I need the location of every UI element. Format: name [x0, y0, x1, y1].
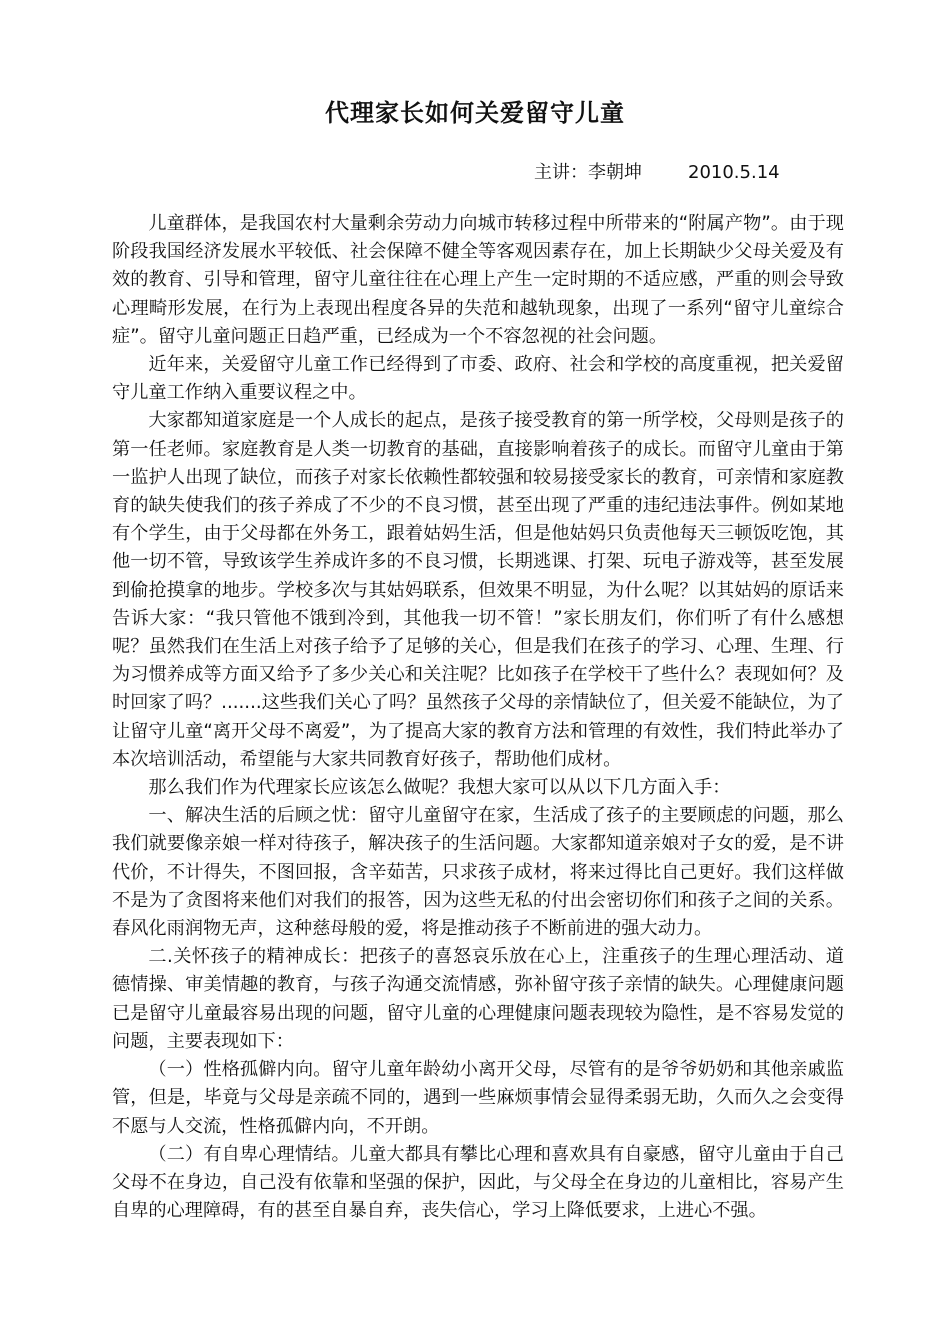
paragraph-how-to: 那么我们作为代理家长应该怎么做呢？我想大家可以从以下几方面入手：: [148, 777, 731, 799]
body-text: [112, 210, 844, 1225]
byline: [534, 160, 780, 186]
paragraph-item-one: （一）性格孤僻内向。留守儿童年龄幼小离开父母，尽管有的是爷爷奶奶和其他亲戚监管，但是，毕竟与父母是亲疏不同的，遇到一些麻烦事情会显得柔弱无助，久而久之会变得不愿与人交流，性格孤僻内向，不开朗。: [112, 1059, 844, 1137]
paragraph-recent-years: 近年来，关爱留守儿童工作已经得到了市委、政府、社会和学校的高度重视，把关爱留守儿童工作纳入重要议程之中。: [112, 354, 844, 404]
paragraph-intro: 儿童群体，是我国农村大量剩余劳动力向城市转移过程中所带来的“附属产物”。由于现阶段我国经济发展水平较低、社会保障不健全等客观因素存在，加上长期缺少父母关爱及有效的教育、引导和管理，留守儿童往往在心理上产生一定时期的不适应感，严重的则会导致心理畸形发展，在行为上表现出程度各异的失范和越轨现象，出现了一系列“留守儿童综合症”。留守儿童问题正日趋严重，已经成为一个不容忽视的社会问题。: [112, 213, 844, 347]
lecture-date: 2010.5.14: [688, 162, 780, 183]
paragraph-family-education: 大家都知道家庭是一个人成长的起点，是孩子接受教育的第一所学校，父母则是孩子的第一任老师。家庭教育是人类一切教育的基础，直接影响着孩子的成长。而留守儿童由于第一监护人出现了缺位，而孩子对家长依赖性都较强和较易接受家长的教育，可亲情和家庭教育的缺失使我们的孩子养成了不少的不良习惯，甚至出现了严重的违纪违法事件。例如某地有个学生，由于父母都在外务工，跟着姑妈生活，但是他姑妈只负责他每天三顿饭吃饱，其他一切不管，导致该学生养成许多的不良习惯，长期逃课、打架、玩电子游戏等，甚至发展到偷抢摸拿的地步。学校多次与其姑妈联系，但效果不明显，为什么呢？以其姑妈的原话来告诉大家：“我只管他不饿到冷到，其他我一切不管！”家长朋友们，你们听了有什么感想呢？虽然我们在生活上对孩子给予了足够的关心，但是我们在孩子的学习、心理、生理、行为习惯养成等方面又给予了多少关心和关注呢？比如孩子在学校干了些什么？表现如何？及时回家了吗？.......这些我们关心了吗？虽然孩子父母的亲情缺位了，但关爱不能缺位，为了让留守儿童“离开父母不离爱”，为了提高大家的教育方法和管理的有效性，我们特此举办了本次培训活动，希望能与大家共同教育好孩子，帮助他们成材。: [112, 410, 844, 770]
paragraph-section-one: 一、解决生活的后顾之忧：留守儿童留守在家，生活成了孩子的主要顾虑的问题，那么我们就要像亲娘一样对待孩子，解决孩子的生活问题。大家都知道亲娘对子女的爱，是不讲代价，不计得失，不图回报，含辛茹苦，只求孩子成材，将来过得比自己更好。我们这样做不是为了贪图将来他们对我们的报答，因为这些无私的付出会密切你们和孩子之间的关系。春风化雨润物无声，这种慈母般的爱，将是推动孩子不断前进的强大动力。: [112, 805, 844, 940]
paragraph-item-two: （二）有自卑心理情结。儿童大都具有攀比心理和喜欢具有自豪感，留守儿童由于自己父母不在身边，自己没有依靠和坚强的保护，因此，与父母全在身边的儿童相比，容易产生自卑的心理障碍，有的甚至自暴自弃，丧失信心，学习上降低要求，上进心不强。: [112, 1143, 844, 1222]
speaker-label: 主讲：李朝坤: [534, 162, 642, 183]
paragraph-section-two: 二.关怀孩子的精神成长：把孩子的喜怒哀乐放在心上，注重孩子的生理心理活动、道德情操、审美情趣的教育，与孩子沟通交流情感，弥补留守孩子亲情的缺失。心理健康问题已是留守儿童最容易出现的问题，留守儿童的心理健康问题表现较为隐性，是不容易发觉的问题，主要表现如下：: [112, 946, 844, 1052]
document-title: 代理家长如何关爱留守儿童: [325, 99, 625, 127]
